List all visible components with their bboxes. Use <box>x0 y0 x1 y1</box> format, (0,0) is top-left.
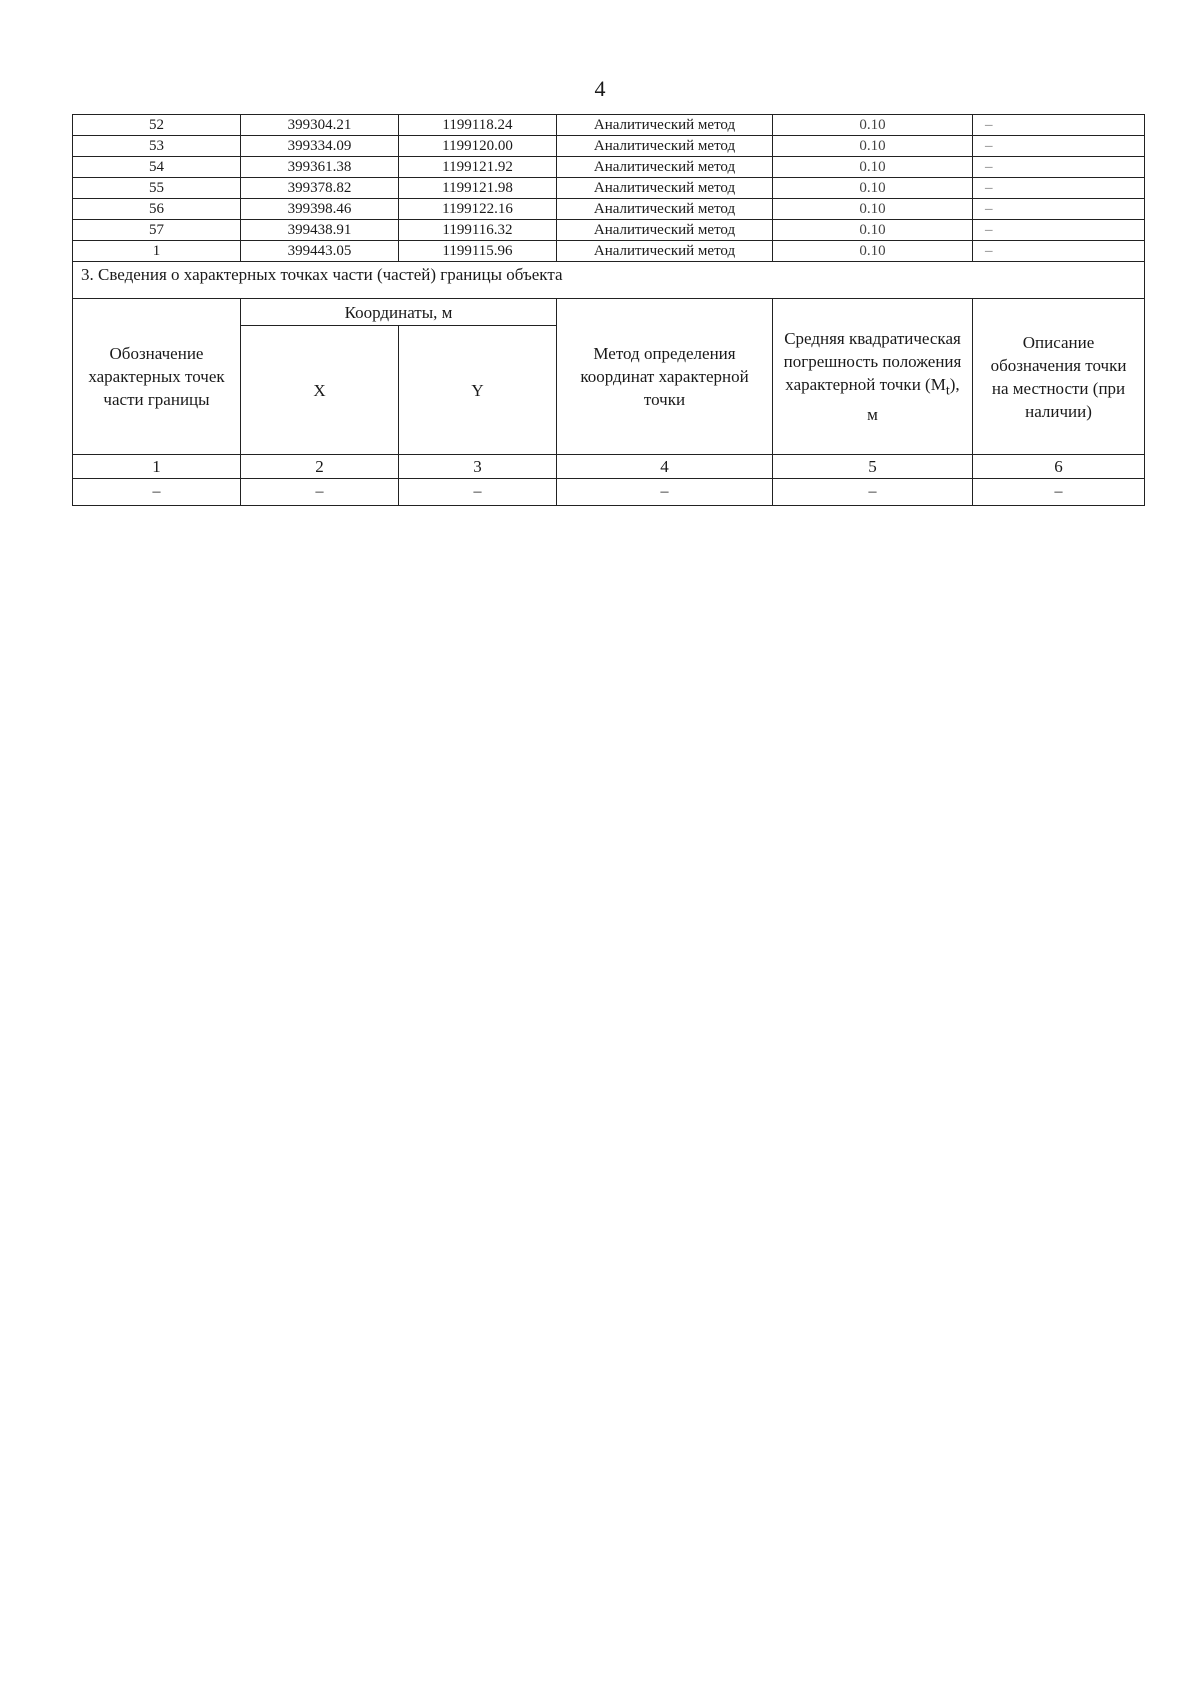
table-row <box>73 199 1145 220</box>
column-number: 1 <box>73 455 241 479</box>
empty-cell: – <box>73 479 241 506</box>
description-cell: – <box>973 178 1145 199</box>
error-header-text <box>773 323 972 429</box>
header-row <box>73 299 1145 326</box>
description-cell: – <box>973 241 1145 262</box>
y-cell: 1199116.32 <box>399 220 557 241</box>
x-cell: 399334.09 <box>241 136 399 157</box>
error-header <box>773 299 973 455</box>
point-cell: 54 <box>73 157 241 178</box>
method-cell: Аналитический метод <box>557 136 773 157</box>
page-number: 4 <box>594 76 606 101</box>
y-cell: 1199118.24 <box>399 115 557 136</box>
x-cell: 399361.38 <box>241 157 399 178</box>
description-header-text: Описание обозначения точки на местности (при наличии) <box>990 332 1127 421</box>
section-title-row <box>73 262 1145 299</box>
x-cell: 399378.82 <box>241 178 399 199</box>
method-cell: Аналитический метод <box>557 157 773 178</box>
x-cell: 399438.91 <box>241 220 399 241</box>
point-label-header <box>73 299 241 455</box>
column-number: 2 <box>241 455 399 479</box>
error-cell: 0.10 <box>773 199 973 220</box>
x-cell: 399398.46 <box>241 199 399 220</box>
table-row <box>73 157 1145 178</box>
y-cell: 1199121.92 <box>399 157 557 178</box>
description-cell: – <box>973 199 1145 220</box>
error-cell: 0.10 <box>773 220 973 241</box>
x-cell: 399443.05 <box>241 241 399 262</box>
y-cell: 1199121.98 <box>399 178 557 199</box>
y-cell: 1199122.16 <box>399 199 557 220</box>
x-cell: 399304.21 <box>241 115 399 136</box>
error-cell: 0.10 <box>773 115 973 136</box>
error-header-sub: t <box>945 382 950 399</box>
error-header-main: Средняя квадратическая погрешность положения характерной точки (M <box>783 329 962 395</box>
point-label-header-text: Обозначение характерных точек части границы <box>88 344 225 409</box>
y-header: Y <box>399 326 557 455</box>
error-cell: 0.10 <box>773 136 973 157</box>
error-cell: 0.10 <box>773 157 973 178</box>
table-row <box>73 241 1145 262</box>
section-title: 3. Сведения о характерных точках части (частей) границы объекта <box>73 262 1145 299</box>
description-cell: – <box>973 157 1145 178</box>
table-row <box>73 178 1145 199</box>
coordinates-table <box>72 114 1145 506</box>
column-number: 6 <box>973 455 1145 479</box>
y-cell: 1199120.00 <box>399 136 557 157</box>
empty-cell: – <box>399 479 557 506</box>
error-cell: 0.10 <box>773 178 973 199</box>
method-cell: Аналитический метод <box>557 178 773 199</box>
description-cell: – <box>973 136 1145 157</box>
description-header <box>973 299 1145 455</box>
y-cell: 1199115.96 <box>399 241 557 262</box>
method-cell: Аналитический метод <box>557 199 773 220</box>
method-cell: Аналитический метод <box>557 115 773 136</box>
error-cell: 0.10 <box>773 241 973 262</box>
point-cell: 53 <box>73 136 241 157</box>
point-cell: 1 <box>73 241 241 262</box>
column-number: 4 <box>557 455 773 479</box>
coordinates-header: Координаты, м <box>241 299 557 326</box>
empty-cell: – <box>773 479 973 506</box>
empty-cell: – <box>241 479 399 506</box>
point-cell: 57 <box>73 220 241 241</box>
column-numbers-row <box>73 455 1145 479</box>
column-number: 5 <box>773 455 973 479</box>
description-cell: – <box>973 220 1145 241</box>
empty-row <box>73 479 1145 506</box>
x-header: X <box>241 326 399 455</box>
empty-cell: – <box>973 479 1145 506</box>
description-cell: – <box>973 115 1145 136</box>
method-header-text: Метод определения координат характерной точки <box>580 344 749 409</box>
point-cell: 56 <box>73 199 241 220</box>
table-row <box>73 115 1145 136</box>
method-header <box>557 299 773 455</box>
point-cell: 52 <box>73 115 241 136</box>
method-cell: Аналитический метод <box>557 220 773 241</box>
column-number: 3 <box>399 455 557 479</box>
empty-cell: – <box>557 479 773 506</box>
error-header-suffix: ), м <box>867 375 960 424</box>
method-cell: Аналитический метод <box>557 241 773 262</box>
point-cell: 55 <box>73 178 241 199</box>
table-row <box>73 136 1145 157</box>
table-row <box>73 220 1145 241</box>
